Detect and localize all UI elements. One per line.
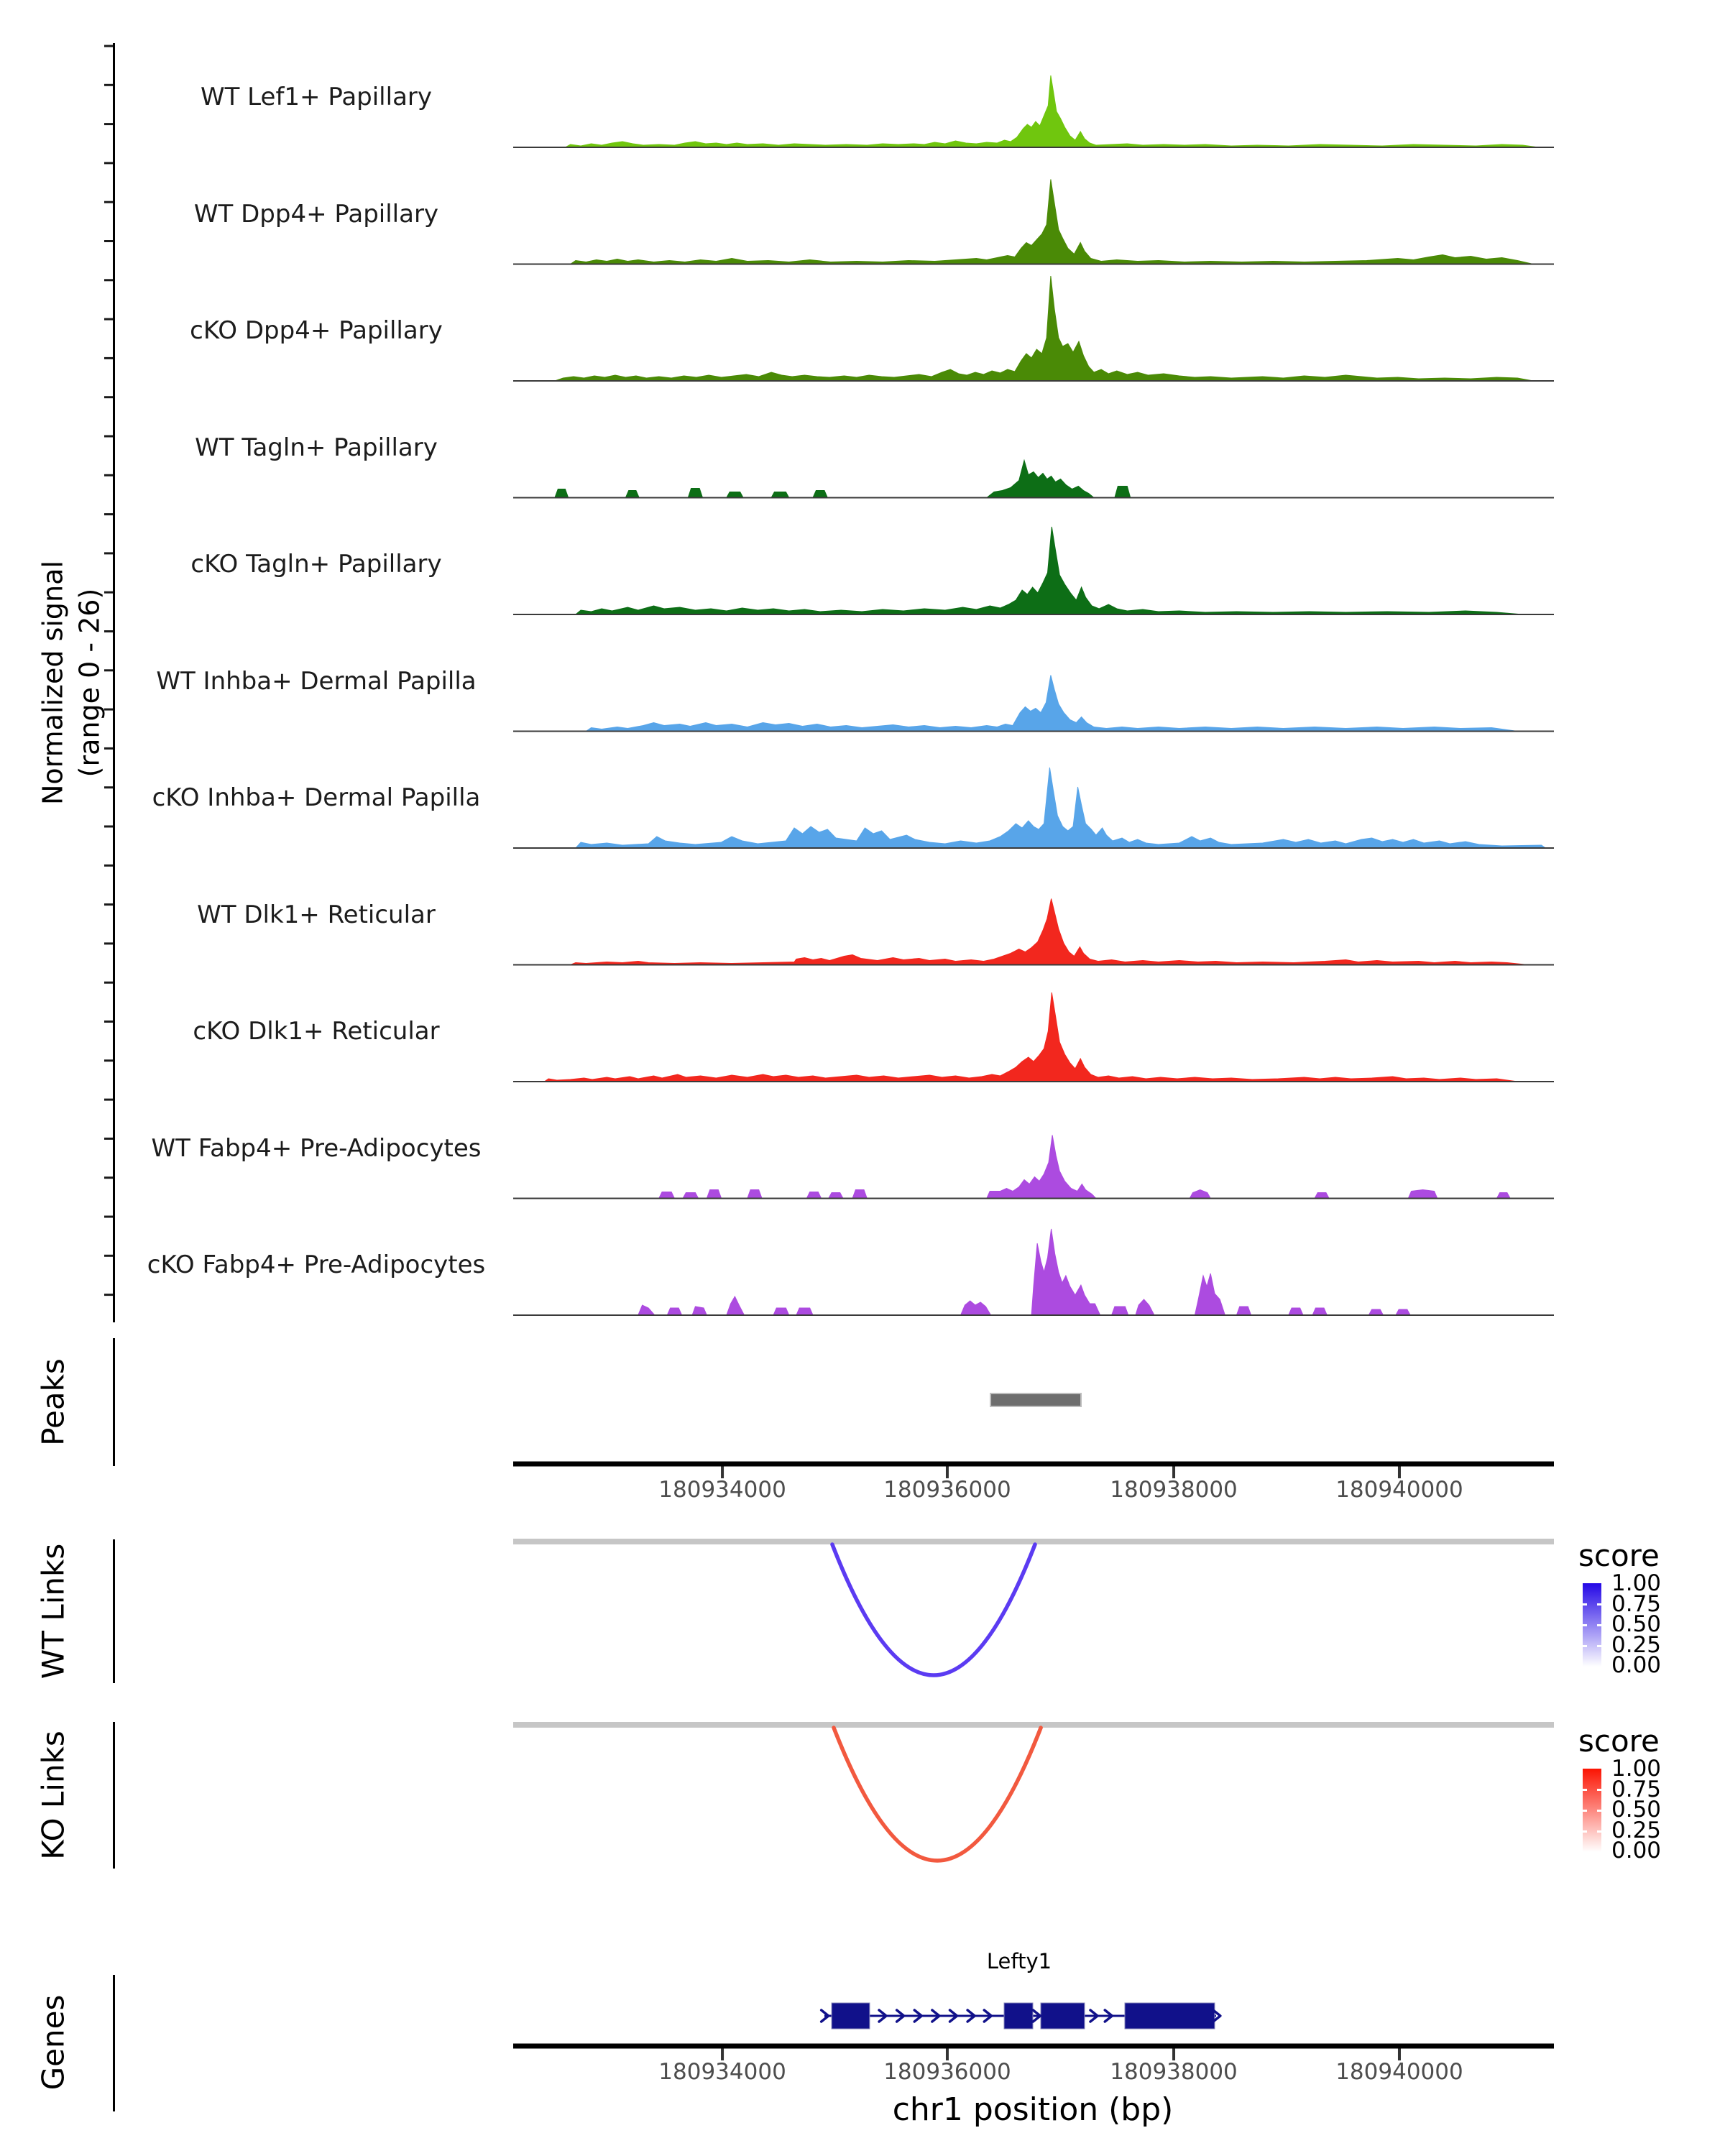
ko-links-track-label: KO Links — [35, 1731, 71, 1860]
gene-exon — [1041, 2003, 1085, 2029]
signal-area — [571, 180, 1533, 264]
signal-area — [576, 768, 1545, 848]
legend-notch — [1597, 1603, 1601, 1606]
axis-tick-label: 180936000 — [883, 2059, 1011, 2085]
link-arc — [832, 1544, 1035, 1675]
legend-notch — [1583, 1830, 1587, 1833]
track-label: cKO Tagln+ Papillary — [190, 550, 442, 579]
track-label: WT Tagln+ Papillary — [195, 433, 438, 462]
y-axis-label — [35, 561, 109, 805]
legend-tick-label: 1.00 — [1611, 1756, 1662, 1782]
link-arc — [834, 1728, 1041, 1861]
ko-score-legend — [1578, 1723, 1722, 1864]
track-label: WT Dlk1+ Reticular — [197, 900, 436, 929]
wt-score-legend-title: score — [1578, 1538, 1660, 1573]
track-label: WT Lef1+ Papillary — [200, 83, 433, 111]
gene-exon — [832, 2003, 870, 2029]
axis-tick-label: 180936000 — [883, 1477, 1011, 1503]
signal-area — [659, 1135, 1511, 1199]
wt-score-legend-ticks — [1611, 1570, 1662, 1678]
signal-area — [555, 276, 1533, 381]
legend-tick-label: 0.75 — [1611, 1590, 1662, 1617]
peak-bar — [990, 1393, 1081, 1406]
track-label: WT Fabp4+ Pre-Adipocytes — [151, 1133, 482, 1163]
signal-area — [571, 899, 1528, 965]
legend-tick-label: 0.50 — [1611, 1611, 1662, 1637]
legend-tick-label: 0.25 — [1611, 1631, 1662, 1658]
gene-exon — [1004, 2003, 1033, 2029]
legend-notch — [1597, 1624, 1601, 1626]
ko-score-legend-ticks — [1611, 1756, 1662, 1864]
legend-tick-label: 0.50 — [1611, 1797, 1662, 1823]
legend-notch — [1583, 1603, 1587, 1606]
legend-tick-label: 0.00 — [1611, 1652, 1662, 1678]
legend-notch — [1597, 1645, 1601, 1647]
axis-tick-label: 180938000 — [1110, 1477, 1238, 1503]
signal-area — [576, 527, 1523, 614]
legend-tick-label: 0.00 — [1611, 1838, 1662, 1864]
legend-notch — [1597, 1789, 1601, 1791]
legend-notch — [1583, 1789, 1587, 1791]
signal-area — [586, 676, 1517, 732]
wt-links-track-label: WT Links — [35, 1543, 71, 1680]
track-label: cKO Fabp4+ Pre-Adipocytes — [147, 1250, 486, 1279]
track-label: WT Inhba+ Dermal Papilla — [156, 666, 477, 696]
axis-tick-label: 180934000 — [658, 1477, 786, 1503]
legend-notch — [1583, 1810, 1587, 1812]
signal-area — [544, 992, 1517, 1082]
axis-tick-label: 180940000 — [1335, 2059, 1463, 2085]
legend-notch — [1583, 1624, 1587, 1626]
track-label: cKO Dpp4+ Papillary — [190, 316, 443, 345]
axis-tick-label: 180940000 — [1335, 1477, 1463, 1503]
y-axis-label-line1: Normalized signal — [37, 561, 69, 805]
signal-area — [565, 75, 1538, 147]
legend-notch — [1583, 1645, 1587, 1647]
gene-name-label: Lefty1 — [986, 1949, 1052, 1973]
signal-area — [638, 1229, 1410, 1315]
legend-tick-label: 0.75 — [1611, 1776, 1662, 1802]
track-label: cKO Inhba+ Dermal Papilla — [152, 783, 481, 812]
legend-notch — [1597, 1830, 1601, 1833]
legend-notch — [1597, 1810, 1601, 1812]
signal-area — [555, 461, 1131, 498]
axis-tick-label: 180934000 — [658, 2059, 786, 2085]
legend-tick-label: 0.25 — [1611, 1817, 1662, 1843]
x-axis-title: chr1 position (bp) — [892, 2091, 1174, 2128]
ko-score-gradient-bar — [1583, 1769, 1601, 1852]
track-label: cKO Dlk1+ Reticular — [193, 1017, 440, 1046]
legend-tick-label: 1.00 — [1611, 1570, 1662, 1596]
wt-score-gradient-bar — [1583, 1583, 1601, 1667]
wt-score-legend — [1578, 1538, 1722, 1678]
axis-tick-label: 180938000 — [1110, 2059, 1238, 2085]
ko-score-legend-title: score — [1578, 1723, 1660, 1759]
track-label: WT Dpp4+ Papillary — [193, 199, 439, 229]
y-axis-label-line2: (range 0 - 26) — [74, 588, 106, 778]
gene-exon — [1125, 2003, 1215, 2029]
genes-track-label: Genes — [35, 1994, 71, 2091]
peaks-track-label: Peaks — [35, 1358, 71, 1446]
